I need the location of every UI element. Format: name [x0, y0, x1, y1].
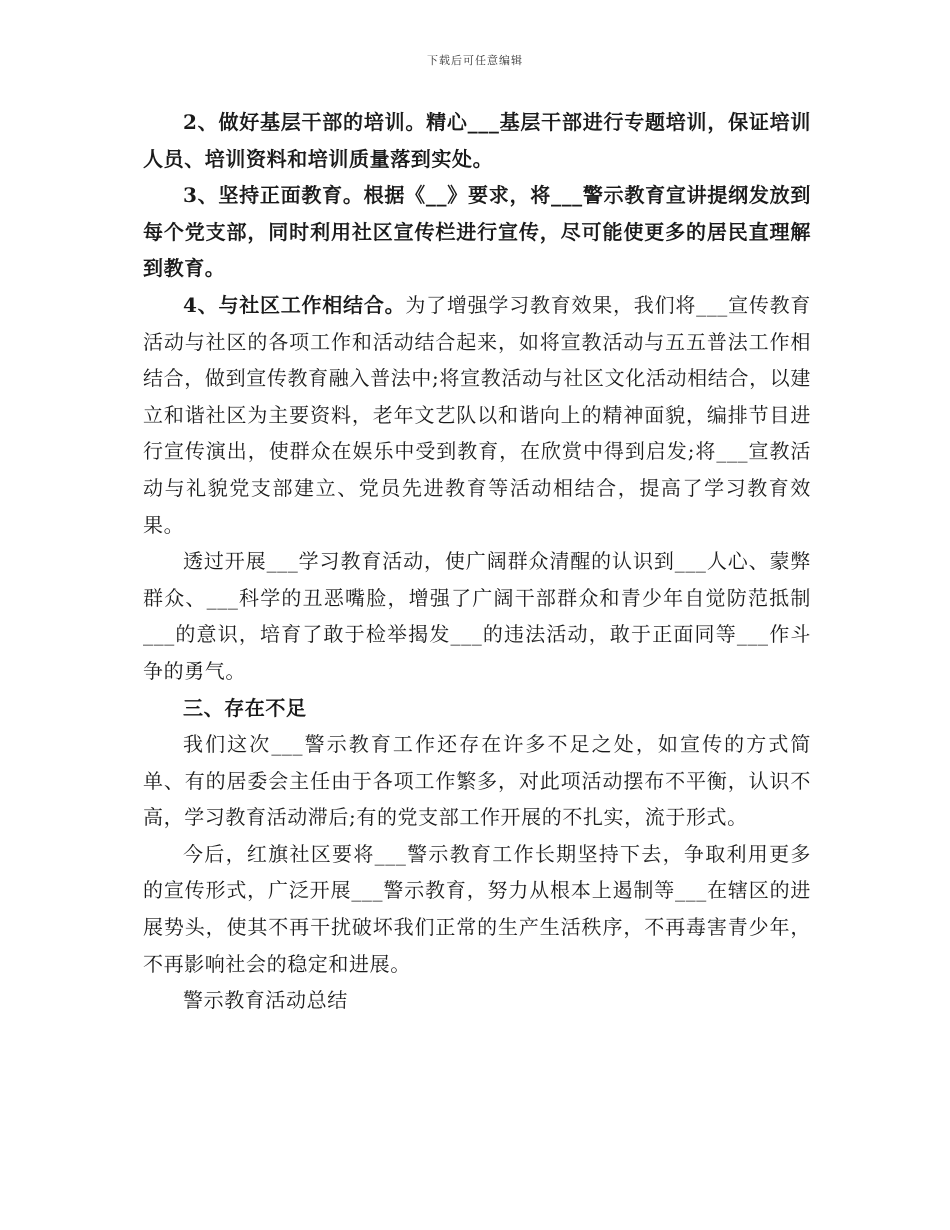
paragraph-future: 今后，红旗社区要将___警示教育工作长期坚持下去，争取利用更多的宣传形式，广泛开展___警示教育，努力从根本上遏制等___在辖区的进展势头，使其不再干扰破坏我们正常的生产生活秩序，不再毒害青少年，不再影响社会的稳定和进展。: [143, 841, 811, 976]
page-header: 下载后可任意编辑: [427, 54, 523, 67]
section-heading-shortcomings: 三、存在不足: [183, 695, 307, 720]
paragraph-effects: 透过开展___学习教育活动，使广阔群众清醒的认识到___人心、蒙弊群众、___科学的丑恶嘴脸，增强了广阔干部群众和青少年自觉防范抵制___的意识，培育了敢于检举揭发___的违法活动，敢于正面同等___作斗争的勇气。: [143, 549, 811, 683]
paragraph-training: 2、做好基层干部的培训。精心___基层干部进行专题培训，保证培训人员、培训资料和培训质量落到实处。: [143, 110, 811, 171]
paragraph-lead-heading: 4、与社区工作相结合。: [183, 292, 406, 317]
paragraph-next-title: 警示教育活动总结: [183, 988, 348, 1013]
paragraph-community-work: [143, 287, 811, 543]
document-body: [143, 104, 811, 1019]
paragraph-positive-education: 3、坚持正面教育。根据《__》要求，将___警示教育宣讲提纲发放到每个党支部，同时利用社区宣传栏进行宣传，尽可能使更多的居民直理解到教育。: [143, 183, 811, 281]
paragraph-community-body: 为了增强学习教育效果，我们将___宣传教育活动与社区的各项工作和活动结合起来，如将宣教活动与五五普法工作相结合，做到宣传教育融入普法中;将宣教活动与社区文化活动相结合，以建立和谐社区为主要资料，老年文艺队以和谐向上的精神面貌，编排节目进行宣传演出，使群众在娱乐中受到教育，在欣赏中得到启发;将___宣教活动与礼貌党支部建立、党员先进教育等活动相结合，提高了学习教育效果。: [143, 292, 811, 537]
paragraph-shortcomings: 我们这次___警示教育工作还存在许多不足之处，如宣传的方式简单、有的居委会主任由于各项工作繁多，对此项活动摆布不平衡，认识不高，学习教育活动滞后;有的党支部工作开展的不扎实，流于形式。: [143, 732, 811, 830]
